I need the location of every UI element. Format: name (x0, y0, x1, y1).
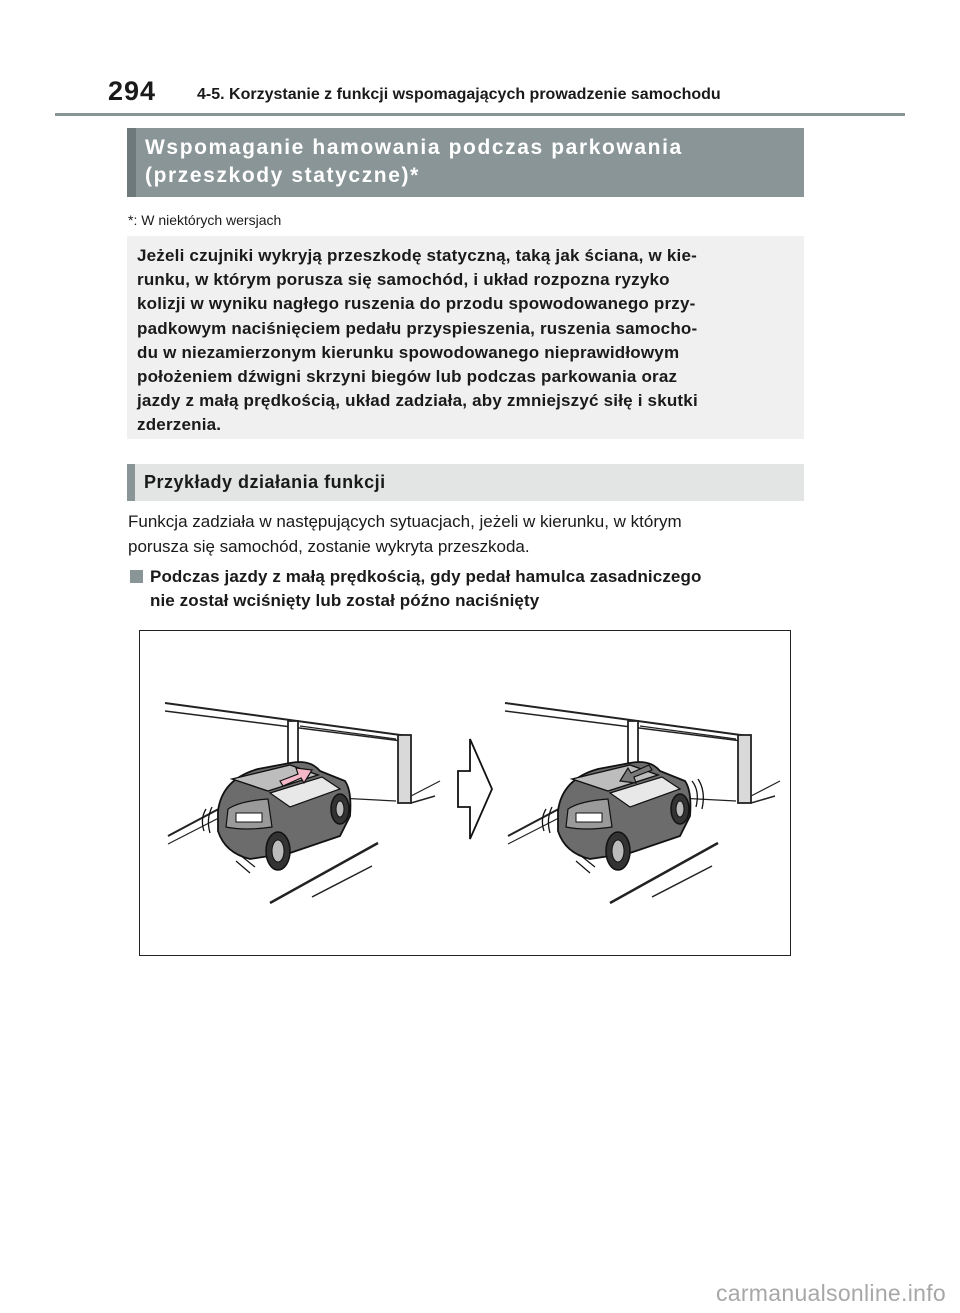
scene-after (505, 703, 780, 903)
section-title-line-1: Wspomaganie hamowania podczas parkowania (145, 136, 683, 159)
intro-box (127, 236, 804, 439)
intro-line: runku, w którym porusza się samochód, i układ rozpozna ryzyko (137, 270, 670, 290)
intro-line: jazdy z małą prędkością, układ zadziała, aby zmniejszyć siłę i skutki (137, 391, 698, 411)
bullet-heading-line-1: Podczas jazdy z małą prędkością, gdy pedał hamulca zasadniczego (150, 567, 702, 586)
intro-line: Jeżeli czujniki wykryją przeszkodę statyczną, taką jak ściana, w kie- (137, 246, 697, 265)
body-line: porusza się samochód, zostanie wykryta przeszkoda. (128, 537, 530, 556)
subsection-title: Przykłady działania funkcji (127, 464, 804, 501)
bullet-square-icon (130, 570, 143, 583)
body-line: Funkcja zadziała w następujących sytuacjach, jeżeli w kierunku, w którym (128, 512, 682, 531)
intro-line: położeniem dźwigni skrzyni biegów lub podczas parkowania oraz (137, 367, 678, 387)
section-title-line-2: (przeszkody statyczne)* (145, 164, 420, 187)
bullet-heading (150, 565, 808, 613)
page-number: 294 (108, 76, 157, 106)
body-text (128, 509, 804, 559)
figure-frame (139, 630, 791, 956)
scene-before (165, 703, 440, 903)
watermark: carmanualsonline.info (715, 1280, 946, 1306)
intro-line: kolizji w wyniku nagłego ruszenia do przodu spowodowanego przy- (137, 294, 696, 314)
bullet-heading-line-2: nie został wciśnięty lub został późno naciśnięty (150, 591, 540, 610)
intro-line: zderzenia. (137, 415, 222, 435)
car-approaching-wall-illustration (140, 631, 789, 954)
footnote: *: W niektórych wersjach (128, 212, 282, 228)
intro-line: padkowym naciśnięciem pedału przyspieszenia, ruszenia samocho- (137, 318, 698, 338)
header-rule (55, 113, 905, 116)
bullet-item (128, 565, 808, 613)
chapter-title: 4-5. Korzystanie z funkcji wspomagających prowadzenie samochodu (197, 86, 721, 103)
section-title (127, 128, 804, 197)
transition-arrow-icon (458, 739, 492, 839)
intro-line: du w niezamierzonym kierunku spowodowanego nieprawidłowym (137, 342, 680, 362)
